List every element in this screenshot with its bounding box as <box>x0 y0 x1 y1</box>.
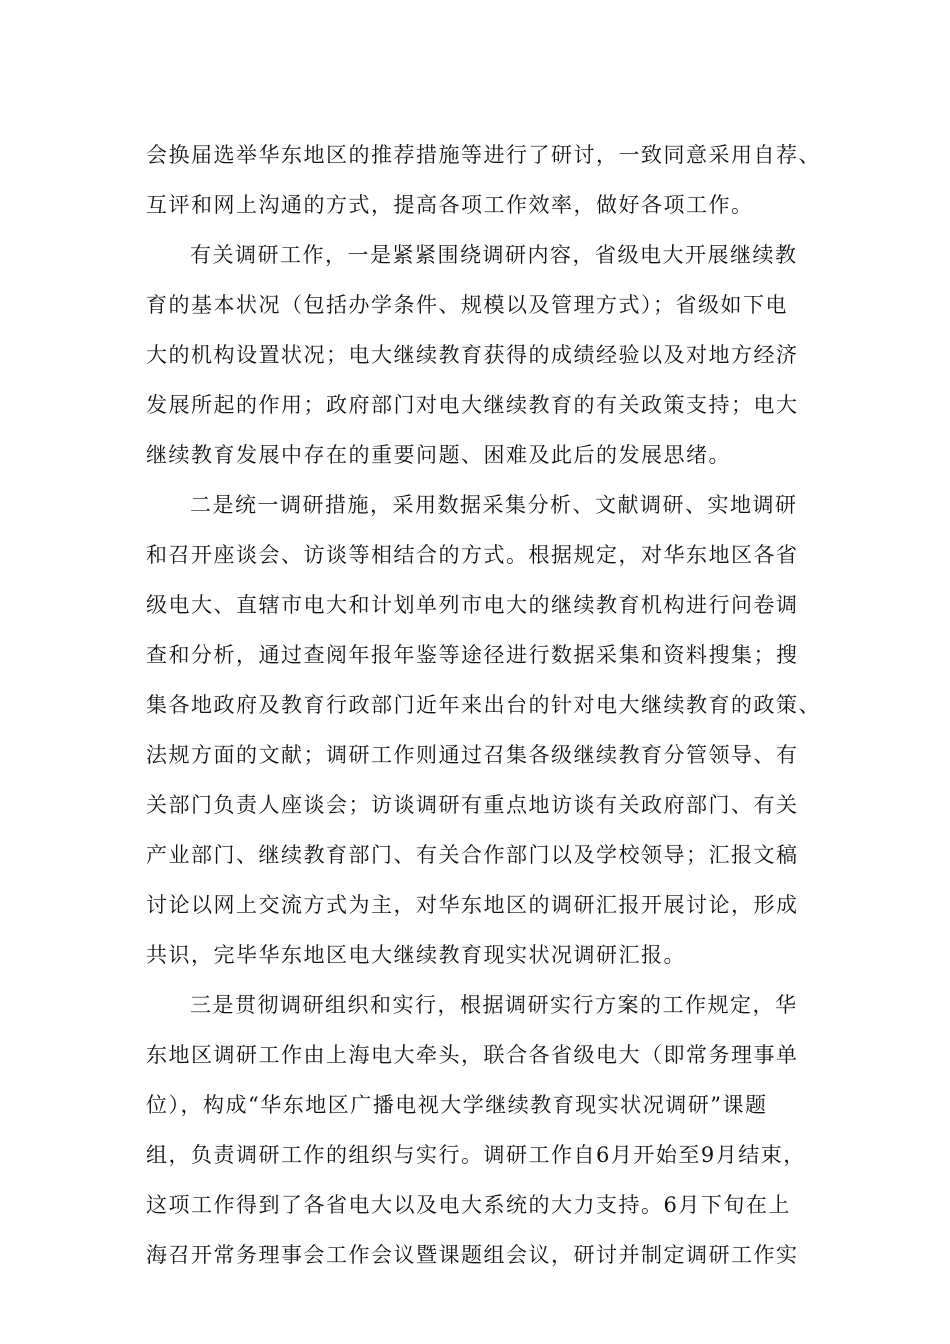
text-line: 互评和网上沟通的方式，提高各项工作效率，做好各项工作。 <box>146 193 754 217</box>
text-line: 共识，完毕华东地区电大继续教育现实状况调研汇报。 <box>146 943 686 967</box>
text-line: 产业部门、继续教育部门、有关合作部门以及学校领导；汇报文稿 <box>146 843 799 867</box>
text-line: 集各地政府及教育行政部门近年来出台的针对电大继续教育的政策、 <box>146 693 821 717</box>
text-line: 大的机构设置状况；电大继续教育获得的成绩经验以及对地方经济 <box>146 343 799 367</box>
paragraph-first-line: 三是贯彻调研组织和实行，根据调研实行方案的工作规定，华 <box>190 993 798 1017</box>
paragraph-first-line: 二是统一调研措施，采用数据采集分析、文献调研、实地调研 <box>190 493 798 517</box>
text-line: 海召开常务理事会工作会议暨课题组会议，研讨并制定调研工作实 <box>146 1243 799 1267</box>
text-line: 和召开座谈会、访谈等相结合的方式。根据规定，对华东地区各省 <box>146 543 799 567</box>
text-line: 级电大、直辖市电大和计划单列市电大的继续教育机构进行问卷调 <box>146 593 799 617</box>
paragraph-first-line: 有关调研工作，一是紧紧围绕调研内容，省级电大开展继续教 <box>190 243 798 267</box>
text-line: 讨论以网上交流方式为主，对华东地区的调研汇报开展讨论，形成 <box>146 893 799 917</box>
text-line: 发展所起的作用；政府部门对电大继续教育的有关政策支持；电大 <box>146 393 799 417</box>
text-line: 法规方面的文献；调研工作则通过召集各级继续教育分管领导、有 <box>146 743 799 767</box>
text-line: 查和分析，通过查阅年报年鉴等途径进行数据采集和资料搜集；搜 <box>146 643 799 667</box>
text-line: 关部门负责人座谈会；访谈调研有重点地访谈有关政府部门、有关 <box>146 793 799 817</box>
text-line: 会换届选举华东地区的推荐措施等进行了研讨，一致同意采用自荐、 <box>146 143 821 167</box>
text-line: 组，负责调研工作的组织与实行。调研工作自6月开始至9月结束， <box>146 1143 806 1167</box>
text-line: 位），构成“华东地区广播电视大学继续教育现实状况调研”课题 <box>146 1093 768 1117</box>
text-line: 这项工作得到了各省电大以及电大系统的大力支持。6月下旬在上 <box>146 1193 791 1217</box>
text-line: 育的基本状况（包括办学条件、规模以及管理方式）；省级如下电 <box>146 293 788 317</box>
text-line: 东地区调研工作由上海电大牵头，联合各省级电大（即常务理事单 <box>146 1043 799 1067</box>
text-line: 继续教育发展中存在的重要问题、困难及此后的发展思绪。 <box>146 443 731 467</box>
document-body <box>146 130 826 1280</box>
